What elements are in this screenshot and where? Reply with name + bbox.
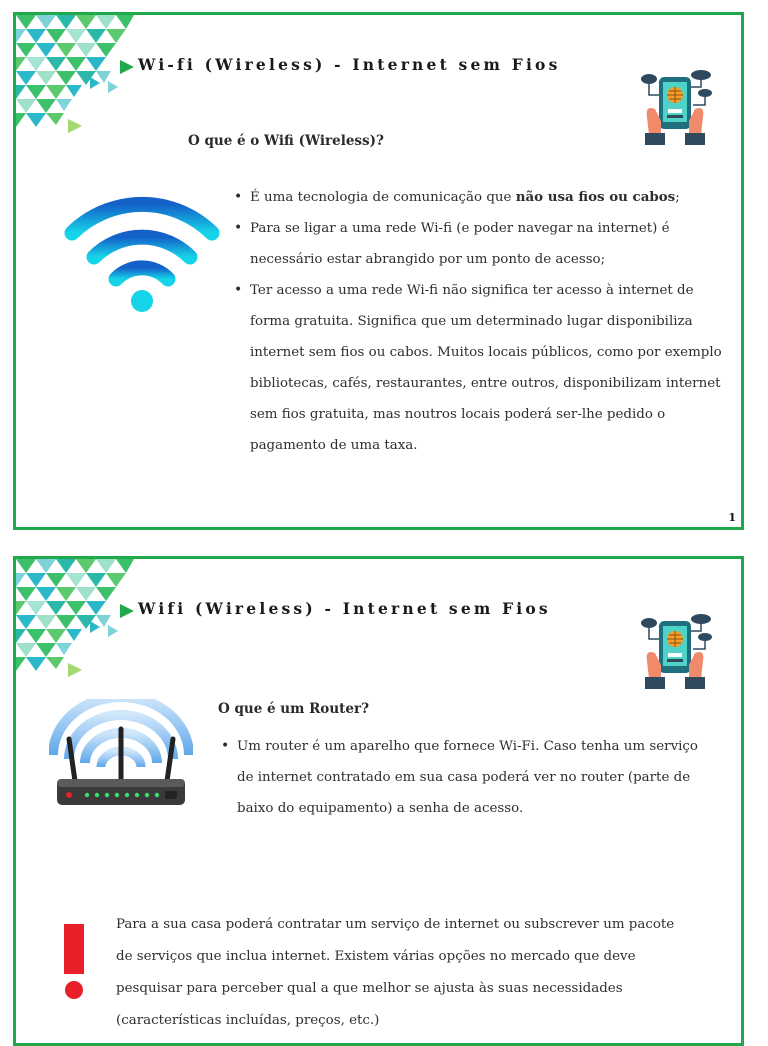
phone-network-icon [639,613,715,689]
info-note: Para a sua casa poderá contratar um serviço de internet ou subscrever um pacote de serviços que inclua internet. Existem várias opções no mercado que deve pesquisar para perceber qual a que melhor se ajusta às suas necessidades (características incluídas, preços, etc.) [116,917,675,1028]
triangle-pattern-decoration [16,559,138,679]
slide-title: Wi-fi (Wireless) - Internet sem Fios [138,55,561,74]
triangle-pattern-decoration [16,15,138,135]
router-icon [49,699,193,811]
phone-network-icon [639,69,715,145]
question-heading: O que é o Wifi (Wireless)? [188,133,384,149]
list-item: • Para se ligar a uma rede Wi-fi (e poder navegar na internet) é necessário estar abrangido por um ponto de acesso; [234,213,724,275]
page-number: 1 [728,511,736,524]
list-item: • É uma tecnologia de comunicação que não usa fios ou cabos; [234,182,724,213]
list-item: • Um router é um aparelho que fornece Wi-Fi. Caso tenha um serviço de internet contratado em sua casa poderá ver no router (parte de baixo do equipamento) a senha de acesso. [221,731,701,824]
question-heading: O que é um Router? [218,701,369,717]
exclamation-icon [62,924,86,1000]
slide-2 [13,556,744,1046]
list-item: • Ter acesso a uma rede Wi-fi não significa ter acesso à internet de forma gratuita. Significa que um determinado lugar disponibiliza internet sem fios ou cabos. Muitos locais públicos, como por exemplo bibliotecas, cafés, restaurantes, entre outros, disponibilizam internet sem fios gratuita, mas noutros locais poderá ser-lhe pedido o pagamento de uma taxa. [234,275,724,461]
slide-title: Wifi (Wireless) - Internet sem Fios [138,599,551,618]
wifi-signal-icon [64,195,220,315]
bullet-list [221,731,701,824]
slide-1 [13,12,744,530]
bullet-list [234,182,724,461]
